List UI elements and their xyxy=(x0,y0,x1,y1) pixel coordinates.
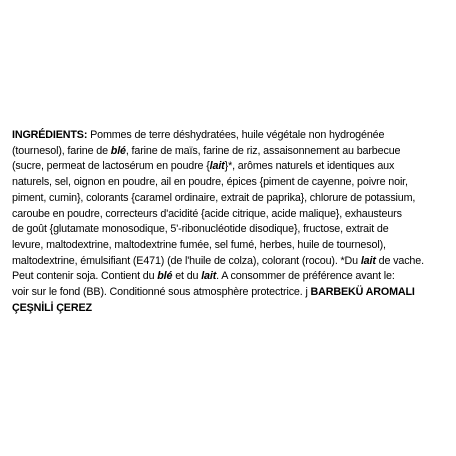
ingredient-text: maltodextrine, émulsifiant (E471) (de l'huile de colza), colorant (rocou). *Du xyxy=(12,254,361,267)
ingredient-text: voir sur le fond (BB). Conditionné sous atmosphère protectrice. j xyxy=(12,286,311,299)
allergen-text: lait xyxy=(201,270,217,283)
ingredient-line xyxy=(12,301,425,317)
ingredient-line xyxy=(12,175,425,191)
ingredient-text: et du xyxy=(172,270,202,283)
ingredient-text: levure, maltodextrine, maltodextrine fumée, sel fumé, herbes, huile de tournesol), xyxy=(12,238,386,251)
ingredient-line xyxy=(12,207,425,223)
ingredient-line xyxy=(12,191,425,207)
allergen-text: lait xyxy=(209,160,225,173)
ingredient-text: caroube en poudre, correcteurs d'acidité {acide citrique, acide malique}, exhausteurs xyxy=(12,207,402,220)
ingredient-text: Pommes de terre déshydratées, huile végétale non hydrogénée xyxy=(87,129,385,141)
ingredient-line xyxy=(12,285,425,301)
ingredient-text: . A consommer de préférence avant le: xyxy=(216,270,395,283)
ingredient-text: }*, arômes naturels et identiques aux xyxy=(224,160,395,173)
ingredient-line xyxy=(12,269,425,285)
ingredient-line xyxy=(12,222,425,238)
ingredient-text: (sucre, permeat de lactosérum en poudre { xyxy=(12,160,210,173)
ingredient-line xyxy=(12,128,425,144)
ingredient-text: (tournesol), farine de xyxy=(12,144,111,157)
ingredient-line xyxy=(12,254,425,270)
ingredient-text: Peut contenir soja. Contient du xyxy=(12,270,158,283)
ingredient-text: naturels, sel, oignon en poudre, ail en poudre, épices {piment de cayenne, poivre noir, xyxy=(12,176,408,189)
ingredient-text: de goût {glutamate monosodique, 5'-ribonucléotide disodique}, fructose, extrait de xyxy=(12,223,389,236)
ingredient-line xyxy=(12,159,425,175)
ingredient-line xyxy=(12,238,425,254)
ingredient-text: , farine de maïs, farine de riz, assaisonnement au barbecue xyxy=(125,144,401,157)
bold-text: ÇEŞNİLİ ÇEREZ xyxy=(12,301,92,314)
ingredient-line xyxy=(12,144,425,160)
ingredients-text-block xyxy=(12,128,425,316)
ingredient-text: de vache. xyxy=(375,254,424,267)
ingredient-text: piment, cumin}, colorants {caramel ordinaire, extrait de paprika}, chlorure de potassium, xyxy=(12,191,416,204)
allergen-text: lait xyxy=(360,254,376,267)
ingredients-heading: INGRÉDIENTS: xyxy=(12,129,88,141)
bold-text: BARBEKÜ AROMALI xyxy=(310,286,415,299)
allergen-text: blé xyxy=(157,270,173,283)
allergen-text: blé xyxy=(110,144,126,157)
